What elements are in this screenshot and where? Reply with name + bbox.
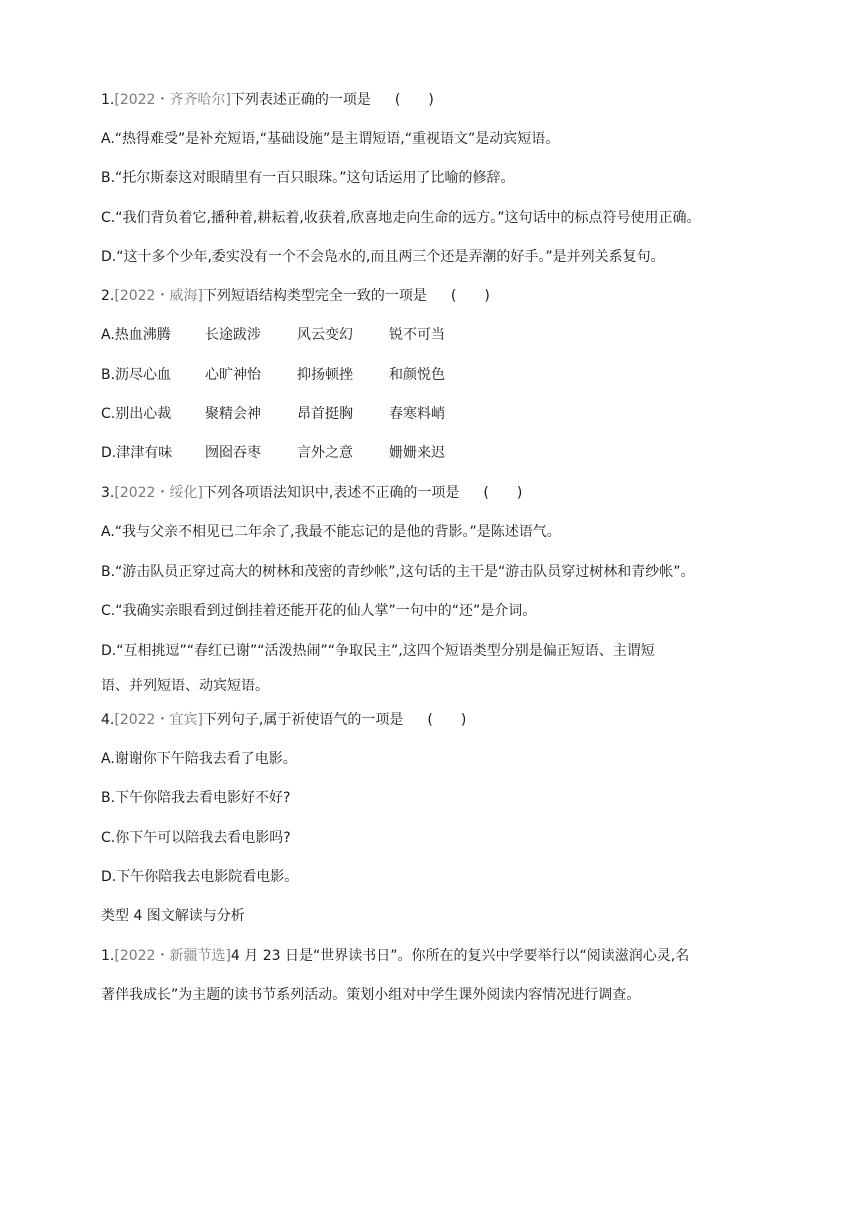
option-a: A.“热得难受”是补充短语,“基础设施”是主谓短语,“重视语文”是动宾短语。: [101, 131, 560, 147]
question-source: [2022・绥化]: [114, 485, 203, 501]
phrase: 锐不可当: [389, 327, 445, 343]
question-1-stem: [101, 90, 434, 110]
phrase: 聚精会神: [205, 406, 261, 422]
question-number: 3.: [101, 485, 115, 501]
question-text: 下列短语结构类型完全一致的一项是: [202, 288, 427, 304]
question-2-stem: [101, 286, 490, 306]
option-d: D.下午你陪我去电影院看电影。: [101, 869, 299, 885]
question-3-stem: [101, 483, 522, 503]
option-c: C.你下午可以陪我去看电影吗?: [101, 830, 291, 846]
option-c: C.“我确实亲眼看到过倒挂着还能开花的仙人掌”一句中的“还”是介词。: [101, 603, 537, 619]
phrase: 风云变幻: [297, 327, 353, 343]
question-4-stem: [101, 710, 466, 730]
answer-blank: ( ): [427, 712, 467, 728]
question-text: 4 月 23 日是“世界读书日”。你所在的复兴中学要举行以“阅读滋润心灵,名: [230, 948, 690, 964]
option-d: D.“这十多个少年,委实没有一个不会凫水的,而且两三个还是弄潮的好手。”是并列关系复句。: [101, 249, 665, 265]
phrase: C.别出心裁: [101, 406, 172, 422]
question-source: [2022・宜宾]: [114, 712, 203, 728]
section-question-1: [101, 946, 689, 966]
phrase: 和颜悦色: [389, 367, 445, 383]
question-text: 下列表述正确的一项是: [230, 92, 371, 108]
phrase: 抑扬顿挫: [297, 367, 353, 383]
option-b: B.下午你陪我去看电影好不好?: [101, 790, 291, 806]
question-source: [2022・新疆节选]: [114, 948, 231, 964]
option-d-continued: 语、并列短语、动宾短语。: [101, 678, 269, 694]
question-text: 下列句子,属于祈使语气的一项是: [202, 712, 404, 728]
option-c: C.“我们背负着它,播种着,耕耘着,收获着,欣喜地走向生命的远方。”这句话中的标点符号使用正确。: [101, 210, 701, 226]
phrase: A.热血沸腾: [101, 327, 171, 343]
question-number: 1.: [101, 948, 115, 964]
option-d: [101, 443, 481, 463]
phrase: 心旷神怡: [205, 367, 261, 383]
option-a: A.“我与父亲不相见已二年余了,我最不能忘记的是他的背影。”是陈述语气。: [101, 524, 561, 540]
phrase: 姗姗来迟: [389, 445, 445, 461]
phrase: 囫囵吞枣: [205, 445, 261, 461]
option-b: [101, 365, 481, 385]
answer-blank: ( ): [483, 485, 523, 501]
question-number: 2.: [101, 288, 115, 304]
section-question-1-continued: 著伴我成长”为主题的读书节系列活动。策划小组对中学生课外阅读内容情况进行调查。: [101, 987, 641, 1003]
phrase: 春寒料峭: [389, 406, 445, 422]
question-source: [2022・威海]: [114, 288, 203, 304]
option-d: D.“互相挑逗”“春红已谢”“活泼热闹”“争取民主”,这四个短语类型分别是偏正短语、主谓短: [101, 643, 655, 659]
phrase: B.沥尽心血: [101, 367, 172, 383]
phrase: 昂首挺胸: [297, 406, 353, 422]
option-a: [101, 325, 481, 345]
answer-blank: ( ): [450, 288, 490, 304]
option-b: B.“托尔斯泰这对眼睛里有一百只眼珠。”这句话运用了比喻的修辞。: [101, 170, 515, 186]
question-text: 下列各项语法知识中,表述不正确的一项是: [202, 485, 460, 501]
question-source: [2022・齐齐哈尔]: [114, 92, 231, 108]
question-number: 1.: [101, 92, 115, 108]
answer-blank: ( ): [394, 92, 434, 108]
option-a: A.谢谢你下午陪我去看了电影。: [101, 751, 297, 767]
phrase: 言外之意: [297, 445, 353, 461]
option-b: B.“游击队员正穿过高大的树林和茂密的青纱帐”,这句话的主干是“游击队员穿过树林和青纱帐”。: [101, 564, 695, 580]
question-number: 4.: [101, 712, 115, 728]
option-c: [101, 404, 481, 424]
phrase: D.津津有味: [101, 445, 173, 461]
section-heading: 类型 4 图文解读与分析: [101, 908, 245, 924]
phrase: 长途跋涉: [205, 327, 261, 343]
